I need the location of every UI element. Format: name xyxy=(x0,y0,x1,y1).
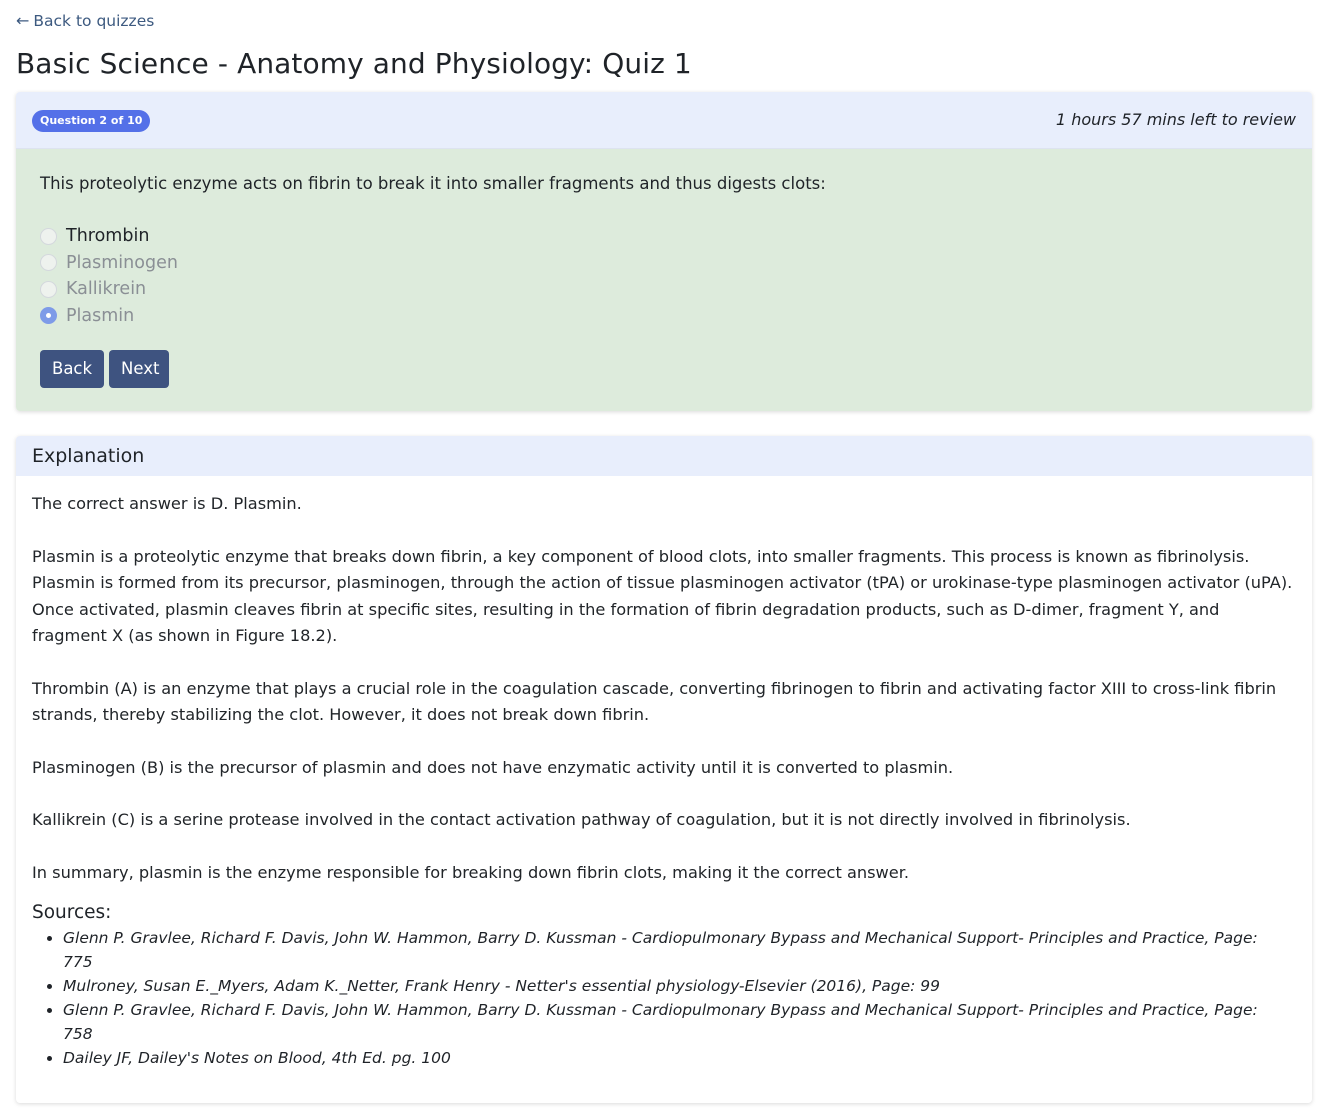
back-button[interactable]: Back xyxy=(40,350,104,388)
time-left-text: 1 hours 57 mins left to review xyxy=(1055,110,1296,129)
back-to-quizzes-link[interactable] xyxy=(16,11,154,30)
source-item: • Glenn P. Gravlee, Richard F. Davis, John W. Hammon, Barry D. Kussman - Cardiopulmonary Bypass and Mechanical Support- Principles and Practice, Page: 775 xyxy=(63,926,1288,974)
question-progress-badge: Question 2 of 10 xyxy=(32,110,150,132)
option-thrombin[interactable] xyxy=(40,223,178,250)
option-label: Thrombin xyxy=(66,226,150,247)
explanation-paragraph: Kallikrein (C) is a serine protease involved in the contact activation pathway of coagulation, but it is not directly involved in fibrinolysis. xyxy=(32,810,1131,829)
explanation-title: Explanation xyxy=(16,436,1312,476)
question-card xyxy=(16,92,1312,411)
back-to-quizzes-label: Back to quizzes xyxy=(33,11,155,30)
question-body xyxy=(16,149,1312,411)
source-item: • Dailey JF, Dailey's Notes on Blood, 4th Ed. pg. 100 xyxy=(63,1046,1288,1070)
source-item: • Glenn P. Gravlee, Richard F. Davis, John W. Hammon, Barry D. Kussman - Cardiopulmonary Bypass and Mechanical Support- Principles and Practice, Page: 758 xyxy=(63,998,1288,1046)
sources-list xyxy=(63,926,1288,1070)
explanation-body xyxy=(32,491,1296,912)
next-button[interactable]: Next xyxy=(109,350,169,388)
question-text: This proteolytic enzyme acts on fibrin to break it into smaller fragments and thus digests clots: xyxy=(40,174,826,193)
answer-options xyxy=(40,223,178,329)
sources-title: Sources: xyxy=(32,902,112,923)
radio-button[interactable] xyxy=(40,281,57,298)
question-header xyxy=(16,92,1312,149)
explanation-paragraph: The correct answer is D. Plasmin. xyxy=(32,494,302,513)
explanation-paragraph: Plasmin is a proteolytic enzyme that breaks down fibrin, a key component of blood clots, into smaller fragments. This process is known as fibrinolysis. Plasmin is formed from its precursor, plasminogen, through the action of tissue plasminogen activator (tPA) or urokinase-type plasminogen activator (uPA). Once activated, plasmin cleaves fibrin at specific sites, resulting in the formation of fibrin degradation products, such as D-dimer, fragment Y, and fragment X (as shown in Figure 18.2). xyxy=(32,546,1293,645)
option-label: Plasmin xyxy=(66,305,135,326)
source-item: • Mulroney, Susan E._Myers, Adam K._Netter, Frank Henry - Netter's essential physiology-Elsevier (2016), Page: 99 xyxy=(63,974,1288,998)
option-label: Kallikrein xyxy=(66,279,147,300)
radio-button[interactable] xyxy=(40,228,57,245)
option-plasminogen[interactable] xyxy=(40,250,178,277)
page-title: Basic Science - Anatomy and Physiology: Quiz 1 xyxy=(16,47,692,80)
arrow-left-icon: ← xyxy=(16,11,30,30)
explanation-paragraph: In summary, plasmin is the enzyme responsible for breaking down fibrin clots, making it the correct answer. xyxy=(32,862,910,882)
radio-button-selected[interactable] xyxy=(40,307,57,324)
explanation-card xyxy=(16,436,1312,1103)
option-label: Plasminogen xyxy=(66,252,178,273)
explanation-paragraph: Thrombin (A) is an enzyme that plays a crucial role in the coagulation cascade, converting fibrinogen to fibrin and activating factor XIII to cross-link fibrin strands, thereby stabilizing the clot. However, it does not break down fibrin. xyxy=(32,678,1277,724)
explanation-paragraph: Plasminogen (B) is the precursor of plasmin and does not have enzymatic activity until it is converted to plasmin. xyxy=(32,757,954,777)
option-kallikrein[interactable] xyxy=(40,276,178,303)
radio-button[interactable] xyxy=(40,254,57,271)
option-plasmin[interactable] xyxy=(40,303,178,330)
